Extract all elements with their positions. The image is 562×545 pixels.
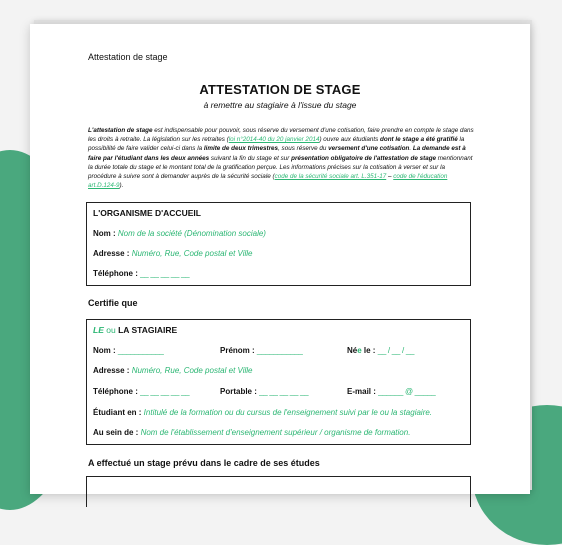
document-header-label: Attestation de stage — [88, 52, 168, 62]
stagiaire-naissance-row: Née le : __ / __ / __ — [347, 346, 415, 355]
stagiaire-sein-field[interactable]: Nom de l'établissement d'enseignement supérieur / organisme de formation. — [140, 428, 411, 437]
stagiaire-nom-field[interactable]: ___________ — [117, 346, 164, 355]
certifie-heading: Certifie que — [88, 298, 138, 308]
organisme-title: L'ORGANISME D'ACCUEIL — [93, 208, 201, 218]
stagiaire-adresse-row: Adresse : Numéro, Rue, Code postal et Ville — [93, 366, 253, 375]
stagiaire-sein-row: Au sein de : Nom de l'établissement d'enseignement supérieur / organisme de formation. — [93, 428, 411, 437]
stagiaire-adresse-field[interactable]: Numéro, Rue, Code postal et Ville — [131, 366, 253, 375]
education-code-link[interactable]: code de l'éducation art.D.124-9 — [88, 173, 448, 190]
stagiaire-portable-row: Portable : __ __ __ __ __ — [220, 387, 309, 396]
organisme-adresse-row: Adresse : Numéro, Rue, Code postal et Ville — [93, 249, 253, 258]
law-link[interactable]: loi n°2014-40 du 20 janvier 2014 — [228, 136, 320, 144]
organisme-nom-field[interactable]: Nom de la société (Dénomination sociale) — [117, 229, 266, 238]
organisme-box — [86, 202, 471, 286]
stagiaire-email-row: E-mail : ______ @ _____ — [347, 387, 436, 396]
intro-paragraph: L'attestation de stage est indispensable pour pouvoir, sous réserve du versement d'une cotisation, faire prendre en compte le stage dans les droits à retraite. La législation sur les retraites (loi n°2014-40 du 20 janvier 2014) ouvre aux étudiants dont le stage a été gratifié la possibilité de faire valider celui-ci dans la limite de deux trimestres, sous réserve du versement d'une cotisation. La demande est à faire par l'étudiant dans les deux années suivant la fin du stage et sur présentation obligatoire de l'attestation de stage mentionnant la durée totale du stage et le montant total de la gratification perçue. Les informations précises sur la cotisation à verser et sur la procédure à suivre sont à demander auprès de la sécurité sociale (code de la sécurité sociale art. L.351-17 – code de l'éducation art.D.124-9). — [88, 127, 474, 190]
stagiaire-prenom-row: Prénom : ___________ — [220, 346, 303, 355]
stagiaire-etudiant-field[interactable]: Intitulé de la formation ou du cursus de l'enseignement suivi par le ou la stagiaire. — [143, 408, 433, 417]
stagiaire-etudiant-row: Étudiant en : Intitulé de la formation ou du cursus de l'enseignement suivi par le ou la stagiaire. — [93, 408, 433, 417]
stagiaire-portable-field[interactable]: __ __ __ __ __ — [259, 387, 309, 396]
organisme-adresse-field[interactable]: Numéro, Rue, Code postal et Ville — [131, 249, 253, 258]
stagiaire-box — [86, 319, 471, 445]
stagiaire-prenom-field[interactable]: ___________ — [256, 346, 303, 355]
organisme-nom-row: Nom : Nom de la société (Dénomination sociale) — [93, 229, 266, 238]
document-page — [30, 24, 530, 494]
effectue-heading: A effectué un stage prévu dans le cadre de ses études — [88, 458, 320, 468]
stagiaire-naissance-field[interactable]: __ / __ / __ — [377, 346, 415, 355]
stagiaire-telephone-field[interactable]: __ __ __ __ __ — [140, 387, 190, 396]
document-title: ATTESTATION DE STAGE — [199, 82, 361, 97]
social-security-code-link[interactable]: code de la sécurité sociale art. L.351-17 — [274, 173, 387, 181]
stagiaire-email-field[interactable]: ______ @ _____ — [378, 387, 436, 396]
stagiaire-telephone-row: Téléphone : __ __ __ __ __ — [93, 387, 190, 396]
organisme-telephone-row: Téléphone : __ __ __ __ __ — [93, 269, 190, 278]
document-subtitle: à remettre au stagiaire à l'issue du stage — [203, 100, 357, 110]
stage-box — [86, 476, 471, 507]
organisme-telephone-field[interactable]: __ __ __ __ __ — [140, 269, 190, 278]
stagiaire-title: LE ou LA STAGIAIRE — [93, 325, 178, 335]
stagiaire-nom-row: Nom : ___________ — [93, 346, 164, 355]
